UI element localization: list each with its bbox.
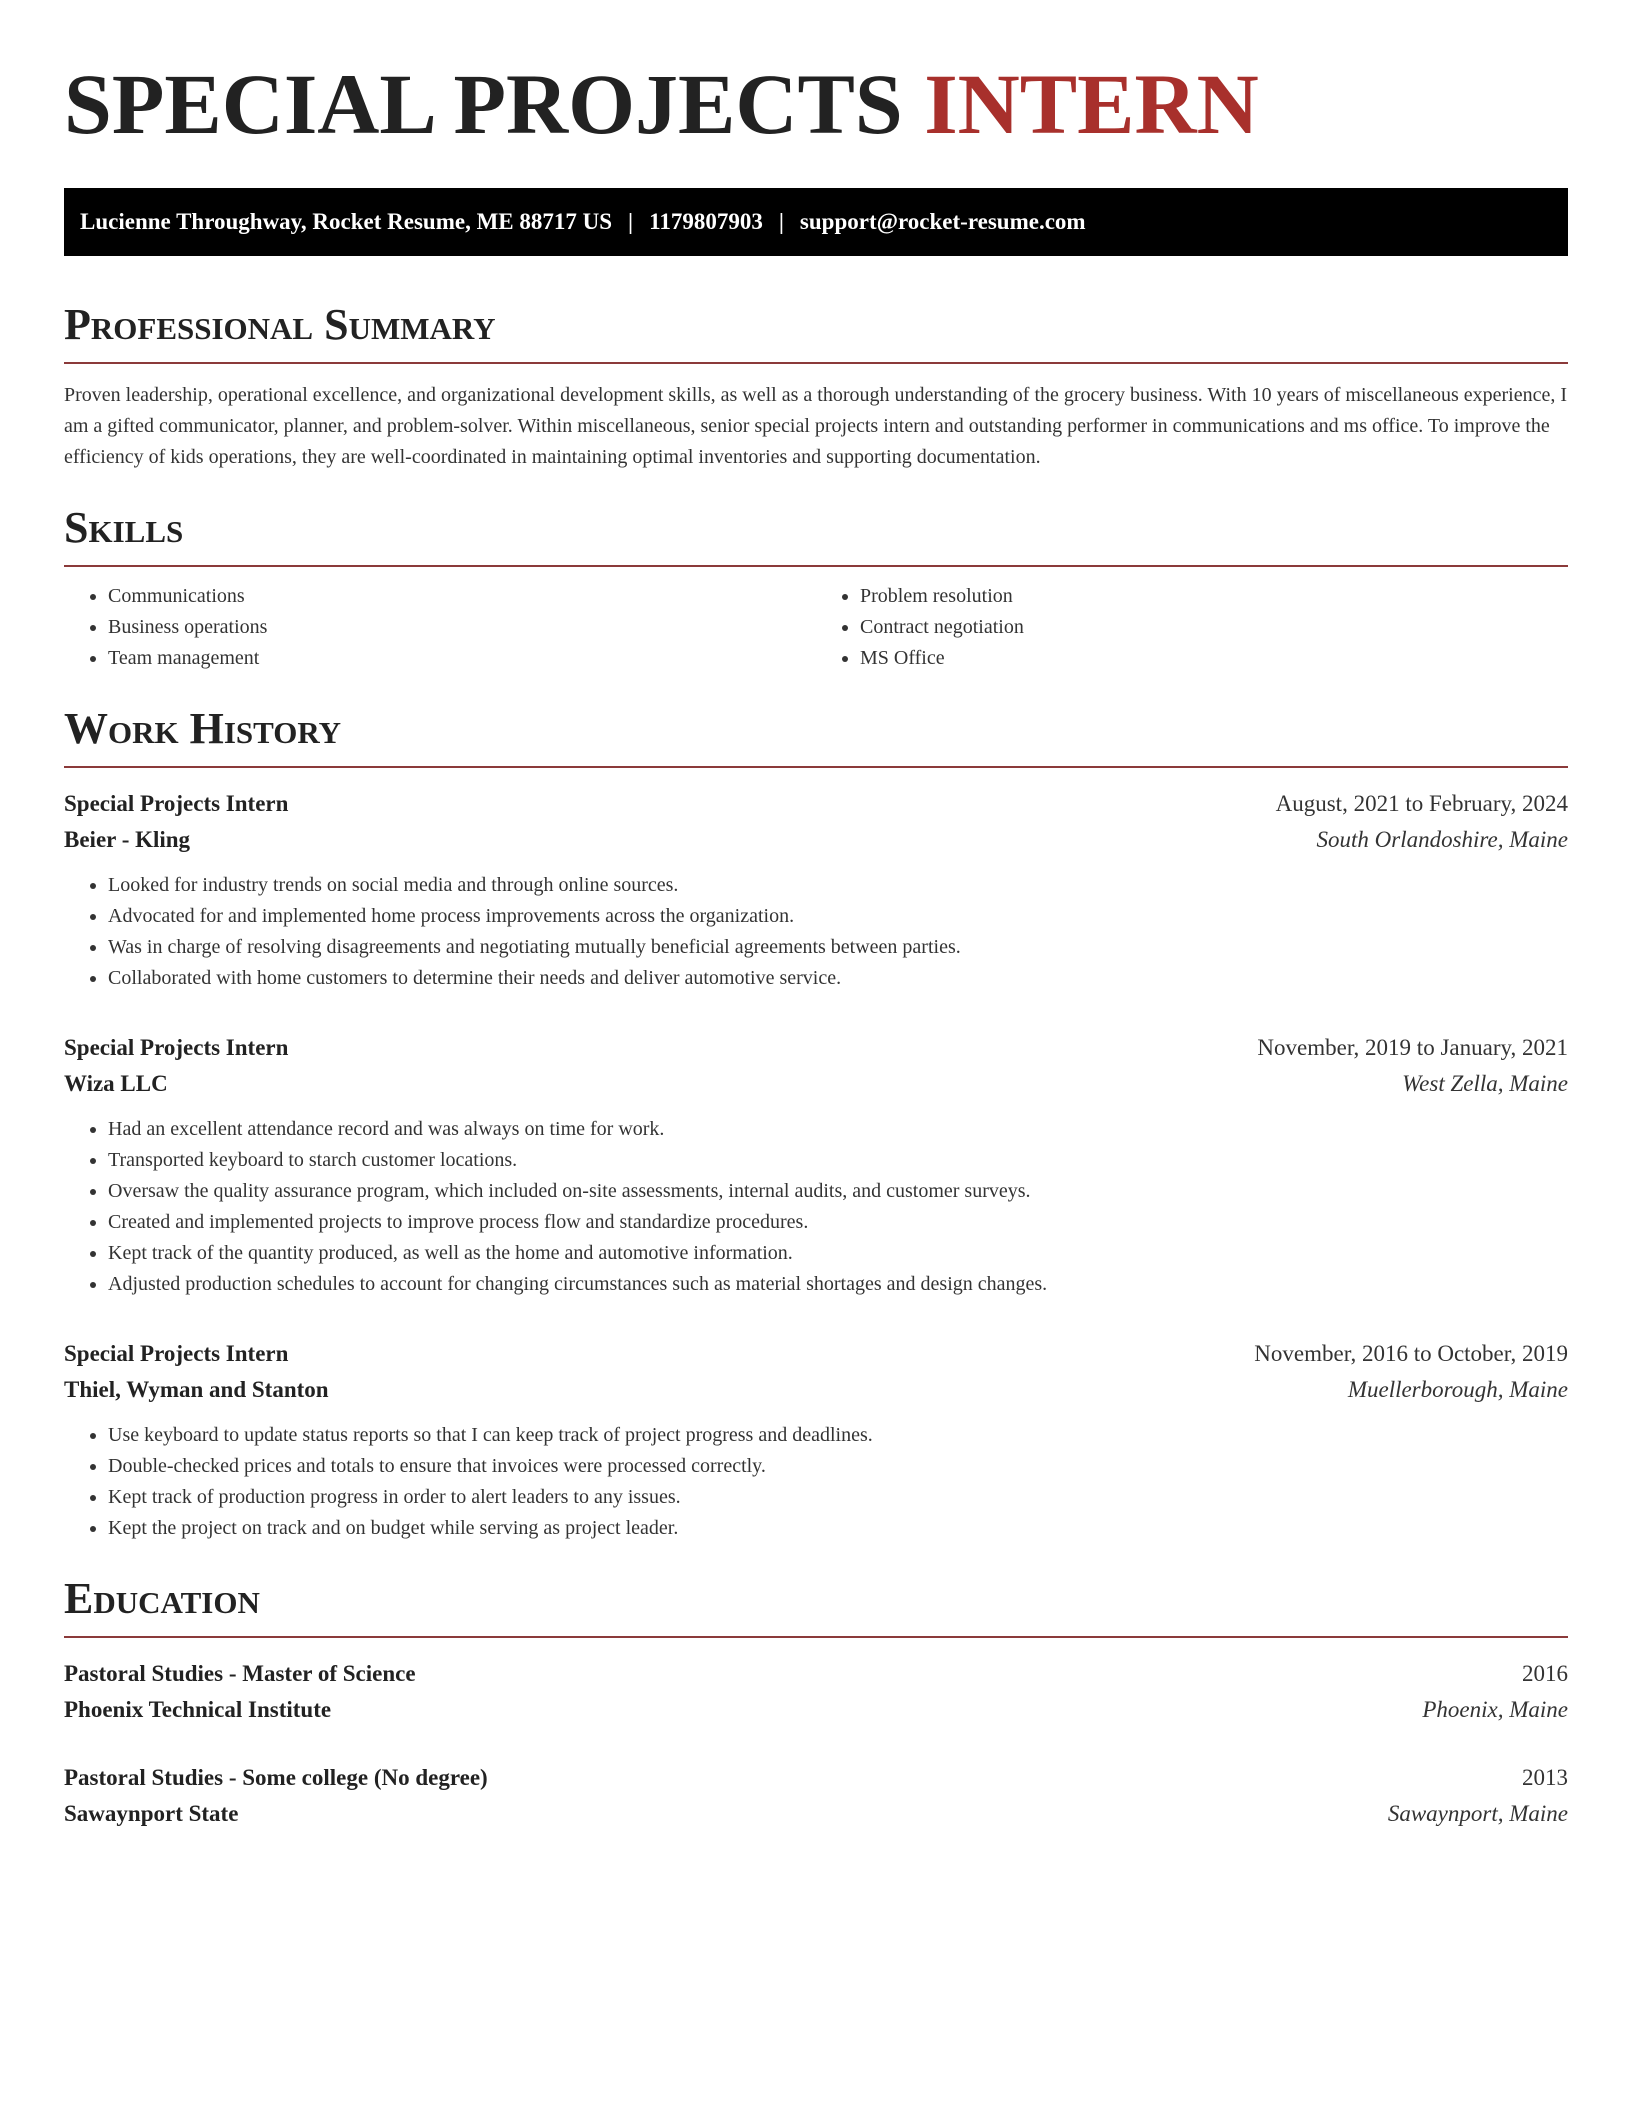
skill-item: • Business operations — [108, 612, 816, 643]
job-bullet: • Kept track of production progress in order to alert leaders to any issues. — [108, 1482, 1568, 1513]
skill-item: • Contract negotiation — [860, 612, 1568, 643]
job-bullet: • Advocated for and implemented home process improvements across the organization. — [108, 901, 1568, 932]
contact-address: Lucienne Throughway, Rocket Resume, ME 88717 US — [80, 209, 613, 234]
education-entry — [64, 1656, 1568, 1728]
job-location: South Orlandoshire, Maine — [1316, 827, 1568, 852]
summary-section — [64, 300, 1568, 473]
job-bullet: • Double-checked prices and totals to ensure that invoices were processed correctly. — [108, 1451, 1568, 1482]
job-bullet: • Transported keyboard to starch customer locations. — [108, 1145, 1568, 1176]
section-divider — [64, 1636, 1568, 1638]
job-bullet: • Created and implemented projects to improve process flow and standardize procedures. — [108, 1207, 1568, 1238]
job-entry — [64, 786, 1568, 994]
job-entry — [64, 1030, 1568, 1300]
job-bullets — [64, 1114, 1568, 1300]
job-bullets — [64, 870, 1568, 994]
contact-separator: | — [628, 209, 634, 234]
section-divider — [64, 362, 1568, 364]
title-main: SPECIAL PROJECTS — [64, 56, 903, 152]
job-location: West Zella, Maine — [1402, 1071, 1568, 1096]
education-school: Phoenix Technical Institute — [64, 1697, 332, 1722]
skill-item: • Communications — [108, 581, 816, 612]
job-bullet: • Oversaw the quality assurance program, which included on-site assessments, internal audits, and customer surveys. — [108, 1176, 1568, 1207]
job-bullet: • Looked for industry trends on social media and through online sources. — [108, 870, 1568, 901]
contact-phone: 1179807903 — [649, 209, 763, 234]
job-entry — [64, 1336, 1568, 1544]
contact-email: support@rocket-resume.com — [799, 209, 1086, 234]
education-degree: Pastoral Studies - Master of Science — [64, 1661, 416, 1686]
skill-item: • MS Office — [860, 643, 1568, 674]
education-entry — [64, 1760, 1568, 1832]
education-school: Sawaynport State — [64, 1801, 239, 1826]
job-company: Wiza LLC — [64, 1071, 168, 1096]
job-title: Special Projects Intern — [64, 791, 289, 816]
job-dates: November, 2016 to October, 2019 — [1254, 1341, 1568, 1366]
job-bullet: • Use keyboard to update status reports so that I can keep track of project progress and deadlines. — [108, 1420, 1568, 1451]
education-year: 2013 — [1522, 1765, 1568, 1790]
education-section — [64, 1574, 1568, 1832]
job-bullet: • Kept the project on track and on budget while serving as project leader. — [108, 1513, 1568, 1544]
job-company: Beier - Kling — [64, 827, 191, 852]
job-location: Muellerborough, Maine — [1347, 1377, 1568, 1402]
job-bullet: • Adjusted production schedules to account for changing circumstances such as material shortages and design changes. — [108, 1269, 1568, 1300]
job-bullet: • Had an excellent attendance record and was always on time for work. — [108, 1114, 1568, 1145]
section-divider — [64, 565, 1568, 567]
job-title: Special Projects Intern — [64, 1035, 289, 1060]
skills-section — [64, 503, 1568, 674]
section-heading-education: Education — [64, 1574, 260, 1623]
education-degree: Pastoral Studies - Some college (No degree) — [64, 1765, 488, 1790]
section-heading-skills: Skills — [64, 503, 184, 552]
section-divider — [64, 766, 1568, 768]
title-accent: INTERN — [924, 56, 1259, 152]
skills-column-left — [64, 581, 816, 674]
contact-bar — [64, 188, 1568, 256]
job-company: Thiel, Wyman and Stanton — [64, 1377, 329, 1402]
work-history-section — [64, 704, 1568, 1544]
resume-title — [64, 56, 1568, 152]
job-dates: August, 2021 to February, 2024 — [1275, 791, 1568, 816]
contact-separator: | — [778, 209, 784, 234]
skills-list — [64, 581, 1568, 674]
job-bullet: • Collaborated with home customers to determine their needs and deliver automotive service. — [108, 963, 1568, 994]
education-year: 2016 — [1522, 1661, 1568, 1686]
job-bullet: • Kept track of the quantity produced, as well as the home and automotive information. — [108, 1238, 1568, 1269]
section-heading-summary: Professional Summary — [64, 300, 496, 349]
skills-column-right — [816, 581, 1568, 674]
job-dates: November, 2019 to January, 2021 — [1257, 1035, 1568, 1060]
education-location: Sawaynport, Maine — [1387, 1801, 1568, 1826]
skill-item: • Problem resolution — [860, 581, 1568, 612]
section-heading-work: Work History — [64, 704, 342, 753]
job-title: Special Projects Intern — [64, 1341, 289, 1366]
education-location: Phoenix, Maine — [1422, 1697, 1568, 1722]
summary-text: Proven leadership, operational excellence, and organizational development skills, as well as a thorough understanding of the grocery business. With 10 years of miscellaneous experience, I am a gifted communicator, planner, and problem-solver. Within miscellaneous, senior special projects intern and outstanding performer in communications and ms office. To improve the efficiency of kids operations, they are well-coordinated in maintaining optimal inventories and supporting documentation. — [64, 384, 1567, 468]
skill-item: • Team management — [108, 643, 816, 674]
job-bullet: • Was in charge of resolving disagreements and negotiating mutually beneficial agreements between parties. — [108, 932, 1568, 963]
job-bullets — [64, 1420, 1568, 1544]
